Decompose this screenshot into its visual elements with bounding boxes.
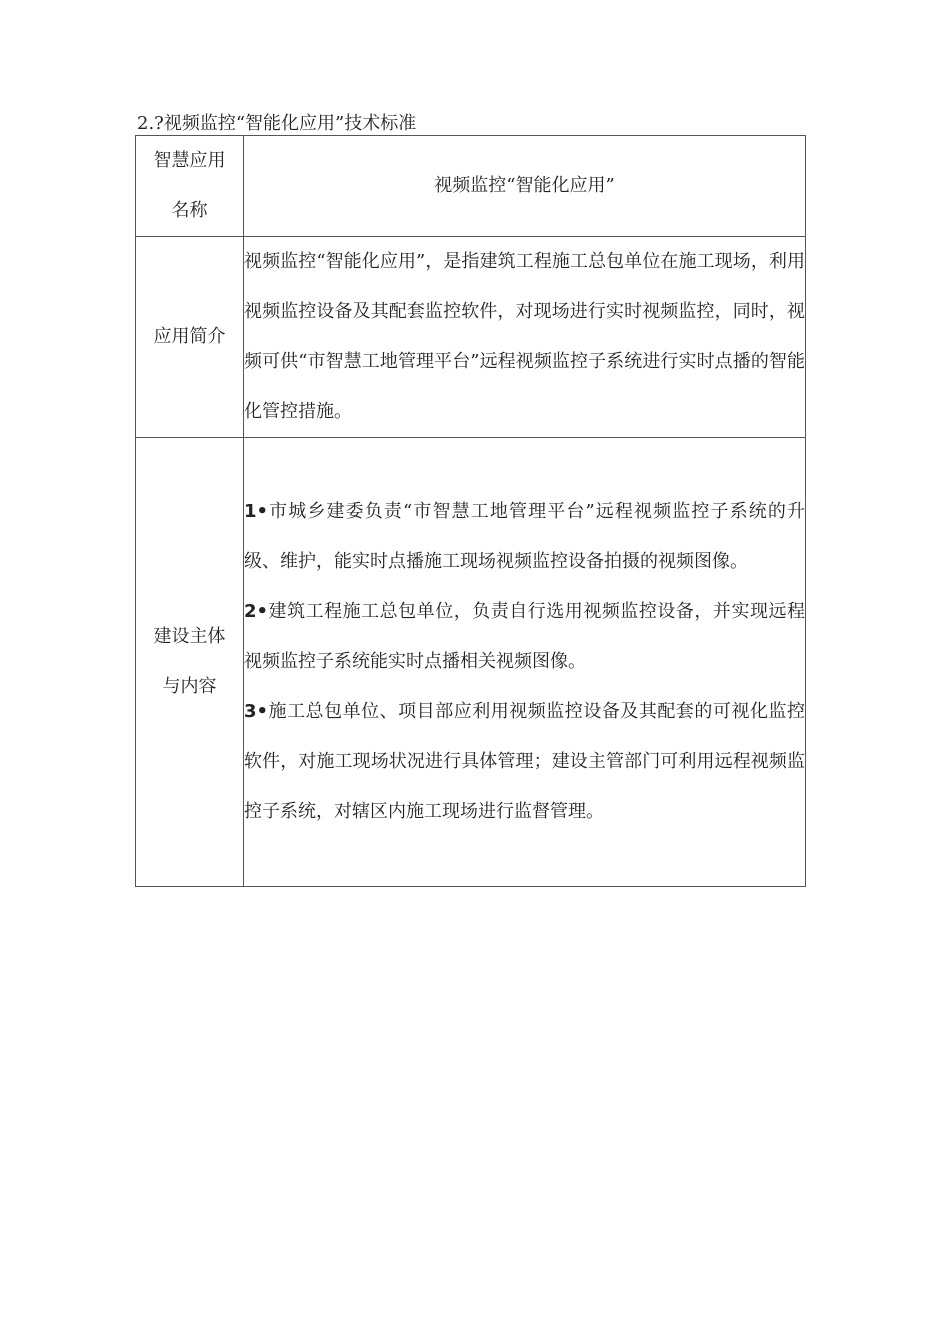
- list-item: [244, 587, 805, 687]
- list-item: [244, 687, 805, 837]
- item-text: 施工总包单位、项目部应利用视频监控设备及其配套的可视化监控软件，对施工现场状况进行具体管理；建设主管部门可利用远程视频监控子系统，对辖区内施工现场进行监督管理。: [244, 701, 805, 822]
- label-line: 应用简介: [153, 326, 226, 347]
- label-line: 建设主体: [153, 626, 226, 647]
- item-number: 2•: [244, 601, 269, 622]
- label-app-name: [136, 136, 244, 237]
- label-line: 与内容: [162, 676, 217, 697]
- content-construction: [244, 438, 806, 887]
- item-text: 建筑工程施工总包单位，负责自行选用视频监控设备，并实现远程视频监控子系统能实时点播相关视频图像。: [244, 601, 805, 672]
- content-app-name: 视频监控“智能化应用”: [244, 136, 806, 237]
- list-item: [244, 487, 805, 587]
- content-app-intro: 视频监控“智能化应用”，是指建筑工程施工总包单位在施工现场，利用视频监控设备及其配套监控软件，对现场进行实时视频监控，同时，视频可供“市智慧工地管理平台”远程视频监控子系统进行实时点播的智能化管控措施。: [244, 237, 806, 438]
- item-text: 市城乡建委负责“市智慧工地管理平台”远程视频监控子系统的升级、维护，能实时点播施工现场视频监控设备拍摄的视频图像。: [244, 501, 805, 572]
- label-construction: [136, 438, 244, 887]
- table-row-app-name: [136, 136, 806, 237]
- table-row-app-intro: [136, 237, 806, 438]
- label-line: 名称: [171, 200, 208, 221]
- label-app-intro: [136, 237, 244, 438]
- item-number: 1•: [244, 501, 269, 522]
- item-number: 3•: [244, 701, 269, 722]
- standard-table: [135, 135, 806, 887]
- table-row-construction: [136, 438, 806, 887]
- label-line: 智慧应用: [153, 150, 226, 171]
- section-heading: 2.?视频监控“智能化应用”技术标准: [137, 113, 417, 134]
